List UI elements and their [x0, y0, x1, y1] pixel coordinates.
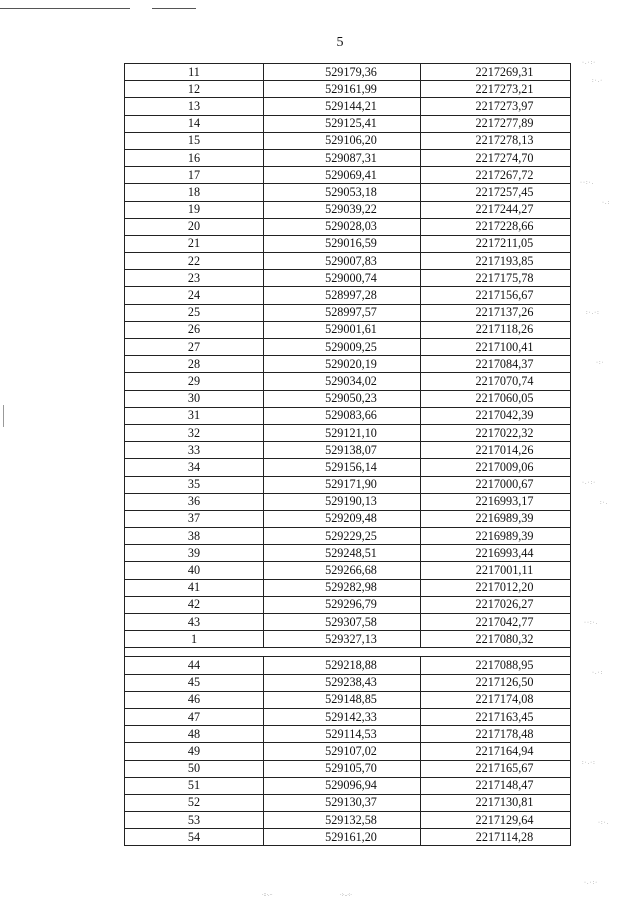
point-number-cell: 19	[125, 201, 264, 218]
table-row	[125, 691, 571, 708]
y-coordinate-cell: 2217137,26	[421, 304, 571, 321]
point-number-cell: 31	[125, 407, 264, 424]
point-number-cell: 50	[125, 760, 264, 777]
point-number-cell: 49	[125, 743, 264, 760]
y-coordinate-cell: 2217000,67	[421, 476, 571, 493]
x-coordinate-cell: 529156,14	[264, 459, 421, 476]
table-row	[125, 235, 571, 252]
y-coordinate-cell: 2217273,21	[421, 81, 571, 98]
y-coordinate-cell: 2217114,28	[421, 829, 571, 846]
point-number-cell: 16	[125, 149, 264, 166]
section-separator-row	[125, 648, 571, 657]
point-number-cell: 37	[125, 510, 264, 527]
y-coordinate-cell: 2217130,81	[421, 794, 571, 811]
x-coordinate-cell: 529190,13	[264, 493, 421, 510]
table-row	[125, 304, 571, 321]
point-number-cell: 45	[125, 674, 264, 691]
point-number-cell: 30	[125, 390, 264, 407]
x-coordinate-cell: 529209,48	[264, 510, 421, 527]
y-coordinate-cell: 2217012,20	[421, 579, 571, 596]
table-row	[125, 64, 571, 81]
x-coordinate-cell: 529171,90	[264, 476, 421, 493]
point-number-cell: 42	[125, 596, 264, 613]
y-coordinate-cell: 2217042,77	[421, 614, 571, 631]
table-row	[125, 726, 571, 743]
y-coordinate-cell: 2217070,74	[421, 373, 571, 390]
table-row	[125, 562, 571, 579]
y-coordinate-cell: 2217211,05	[421, 235, 571, 252]
point-number-cell: 43	[125, 614, 264, 631]
table-row	[125, 115, 571, 132]
point-number-cell: 29	[125, 373, 264, 390]
y-coordinate-cell: 2216993,17	[421, 493, 571, 510]
point-number-cell: 54	[125, 829, 264, 846]
table-row	[125, 356, 571, 373]
point-number-cell: 18	[125, 184, 264, 201]
x-coordinate-cell: 529001,61	[264, 321, 421, 338]
point-number-cell: 21	[125, 235, 264, 252]
x-coordinate-cell: 529148,85	[264, 691, 421, 708]
footer-scan-mark: ·::·.··	[262, 893, 273, 898]
x-coordinate-cell: 529132,58	[264, 812, 421, 829]
table-row	[125, 287, 571, 304]
x-coordinate-cell: 529069,41	[264, 167, 421, 184]
table-row	[125, 510, 571, 527]
point-number-cell: 47	[125, 708, 264, 725]
point-number-cell: 40	[125, 562, 264, 579]
x-coordinate-cell: 529053,18	[264, 184, 421, 201]
table-row	[125, 528, 571, 545]
table-row	[125, 424, 571, 441]
x-coordinate-cell: 529020,19	[264, 356, 421, 373]
x-coordinate-cell: 528997,28	[264, 287, 421, 304]
top-rule-right	[152, 8, 196, 9]
y-coordinate-cell: 2217244,27	[421, 201, 571, 218]
point-number-cell: 20	[125, 218, 264, 235]
table-row	[125, 218, 571, 235]
x-coordinate-cell: 529107,02	[264, 743, 421, 760]
table-row	[125, 167, 571, 184]
y-coordinate-cell: 2217009,06	[421, 459, 571, 476]
y-coordinate-cell: 2216993,44	[421, 545, 571, 562]
x-coordinate-cell: 529307,58	[264, 614, 421, 631]
y-coordinate-cell: 2217042,39	[421, 407, 571, 424]
table-row	[125, 760, 571, 777]
table-row	[125, 579, 571, 596]
y-coordinate-cell: 2217277,89	[421, 115, 571, 132]
y-coordinate-cell: 2217174,08	[421, 691, 571, 708]
table-row	[125, 81, 571, 98]
y-coordinate-cell: 2217014,26	[421, 442, 571, 459]
point-number-cell: 22	[125, 253, 264, 270]
y-coordinate-cell: 2217060,05	[421, 390, 571, 407]
separator-cell	[125, 648, 571, 657]
y-coordinate-cell: 2217175,78	[421, 270, 571, 287]
table-row	[125, 708, 571, 725]
y-coordinate-cell: 2217129,64	[421, 812, 571, 829]
y-coordinate-cell: 2217267,72	[421, 167, 571, 184]
point-number-cell: 33	[125, 442, 264, 459]
point-number-cell: 15	[125, 132, 264, 149]
y-coordinate-cell: 2217088,95	[421, 657, 571, 674]
table-row	[125, 596, 571, 613]
x-coordinate-cell: 529087,31	[264, 149, 421, 166]
x-coordinate-cell: 529096,94	[264, 777, 421, 794]
y-coordinate-cell: 2217148,47	[421, 777, 571, 794]
x-coordinate-cell: 529161,20	[264, 829, 421, 846]
x-coordinate-cell: 529238,43	[264, 674, 421, 691]
y-coordinate-cell: 2217228,66	[421, 218, 571, 235]
table-row	[125, 614, 571, 631]
y-coordinate-cell: 2217274,70	[421, 149, 571, 166]
point-number-cell: 51	[125, 777, 264, 794]
x-coordinate-cell: 529327,13	[264, 631, 421, 648]
page-number: 5	[336, 35, 344, 50]
table-row	[125, 674, 571, 691]
point-number-cell: 14	[125, 115, 264, 132]
y-coordinate-cell: 2216989,39	[421, 528, 571, 545]
x-coordinate-cell: 529000,74	[264, 270, 421, 287]
table-row	[125, 253, 571, 270]
point-number-cell: 26	[125, 321, 264, 338]
point-number-cell: 44	[125, 657, 264, 674]
point-number-cell: 35	[125, 476, 264, 493]
y-coordinate-cell: 2217193,85	[421, 253, 571, 270]
y-coordinate-cell: 2217026,27	[421, 596, 571, 613]
x-coordinate-cell: 529034,02	[264, 373, 421, 390]
x-coordinate-cell: 529130,37	[264, 794, 421, 811]
x-coordinate-cell: 529125,41	[264, 115, 421, 132]
y-coordinate-cell: 2217084,37	[421, 356, 571, 373]
x-coordinate-cell: 529114,53	[264, 726, 421, 743]
x-coordinate-cell: 529282,98	[264, 579, 421, 596]
y-coordinate-cell: 2217273,97	[421, 98, 571, 115]
table-row	[125, 476, 571, 493]
table-row	[125, 631, 571, 648]
point-number-cell: 48	[125, 726, 264, 743]
table-row	[125, 459, 571, 476]
table-row	[125, 321, 571, 338]
point-number-cell: 27	[125, 339, 264, 356]
y-coordinate-cell: 2217118,26	[421, 321, 571, 338]
x-coordinate-cell: 529248,51	[264, 545, 421, 562]
x-coordinate-cell: 529028,03	[264, 218, 421, 235]
table-row	[125, 390, 571, 407]
y-coordinate-cell: 2217164,94	[421, 743, 571, 760]
x-coordinate-cell: 529105,70	[264, 760, 421, 777]
point-number-cell: 11	[125, 64, 264, 81]
point-number-cell: 28	[125, 356, 264, 373]
point-number-cell: 41	[125, 579, 264, 596]
table-row	[125, 493, 571, 510]
point-number-cell: 25	[125, 304, 264, 321]
table-row	[125, 743, 571, 760]
binding-mark	[3, 405, 4, 427]
point-number-cell: 12	[125, 81, 264, 98]
scan-noise: ·.·:· :·.· ··:·. ·.: :·.·: ·:· ·.·:· :·. ··:·. ·.·: :·.·: ·:·. ·.·:·	[580, 60, 611, 886]
y-coordinate-cell: 2217163,45	[421, 708, 571, 725]
point-number-cell: 24	[125, 287, 264, 304]
table-row	[125, 442, 571, 459]
table-row	[125, 132, 571, 149]
y-coordinate-cell: 2217022,32	[421, 424, 571, 441]
x-coordinate-cell: 529016,59	[264, 235, 421, 252]
y-coordinate-cell: 2216989,39	[421, 510, 571, 527]
x-coordinate-cell: 529009,25	[264, 339, 421, 356]
point-number-cell: 32	[125, 424, 264, 441]
table-row	[125, 777, 571, 794]
y-coordinate-cell: 2217156,67	[421, 287, 571, 304]
point-number-cell: 34	[125, 459, 264, 476]
point-number-cell: 13	[125, 98, 264, 115]
point-number-cell: 17	[125, 167, 264, 184]
table-row	[125, 98, 571, 115]
y-coordinate-cell: 2217257,45	[421, 184, 571, 201]
point-number-cell: 23	[125, 270, 264, 287]
x-coordinate-cell: 529050,23	[264, 390, 421, 407]
table-row	[125, 201, 571, 218]
x-coordinate-cell: 529039,22	[264, 201, 421, 218]
table-row	[125, 657, 571, 674]
table-row	[125, 270, 571, 287]
footer-scan-mark: ·:·..·:·	[340, 893, 352, 898]
table-row	[125, 339, 571, 356]
point-number-cell: 53	[125, 812, 264, 829]
table-row	[125, 829, 571, 846]
y-coordinate-cell: 2217165,67	[421, 760, 571, 777]
x-coordinate-cell: 529007,83	[264, 253, 421, 270]
x-coordinate-cell: 529138,07	[264, 442, 421, 459]
point-number-cell: 46	[125, 691, 264, 708]
x-coordinate-cell: 529179,36	[264, 64, 421, 81]
y-coordinate-cell: 2217080,32	[421, 631, 571, 648]
point-number-cell: 36	[125, 493, 264, 510]
table-row	[125, 373, 571, 390]
x-coordinate-cell: 528997,57	[264, 304, 421, 321]
x-coordinate-cell: 529142,33	[264, 708, 421, 725]
x-coordinate-cell: 529296,79	[264, 596, 421, 613]
y-coordinate-cell: 2217126,50	[421, 674, 571, 691]
table-row	[125, 794, 571, 811]
table-row	[125, 407, 571, 424]
x-coordinate-cell: 529218,88	[264, 657, 421, 674]
point-number-cell: 52	[125, 794, 264, 811]
x-coordinate-cell: 529106,20	[264, 132, 421, 149]
x-coordinate-cell: 529121,10	[264, 424, 421, 441]
point-number-cell: 38	[125, 528, 264, 545]
y-coordinate-cell: 2217178,48	[421, 726, 571, 743]
x-coordinate-cell: 529266,68	[264, 562, 421, 579]
table-row	[125, 545, 571, 562]
coordinates-table	[124, 63, 571, 846]
table-row	[125, 149, 571, 166]
table-row	[125, 184, 571, 201]
x-coordinate-cell: 529161,99	[264, 81, 421, 98]
x-coordinate-cell: 529083,66	[264, 407, 421, 424]
y-coordinate-cell: 2217278,13	[421, 132, 571, 149]
x-coordinate-cell: 529144,21	[264, 98, 421, 115]
table-row	[125, 812, 571, 829]
point-number-cell: 1	[125, 631, 264, 648]
x-coordinate-cell: 529229,25	[264, 528, 421, 545]
y-coordinate-cell: 2217100,41	[421, 339, 571, 356]
y-coordinate-cell: 2217001,11	[421, 562, 571, 579]
point-number-cell: 39	[125, 545, 264, 562]
y-coordinate-cell: 2217269,31	[421, 64, 571, 81]
top-rule-left	[0, 8, 130, 9]
